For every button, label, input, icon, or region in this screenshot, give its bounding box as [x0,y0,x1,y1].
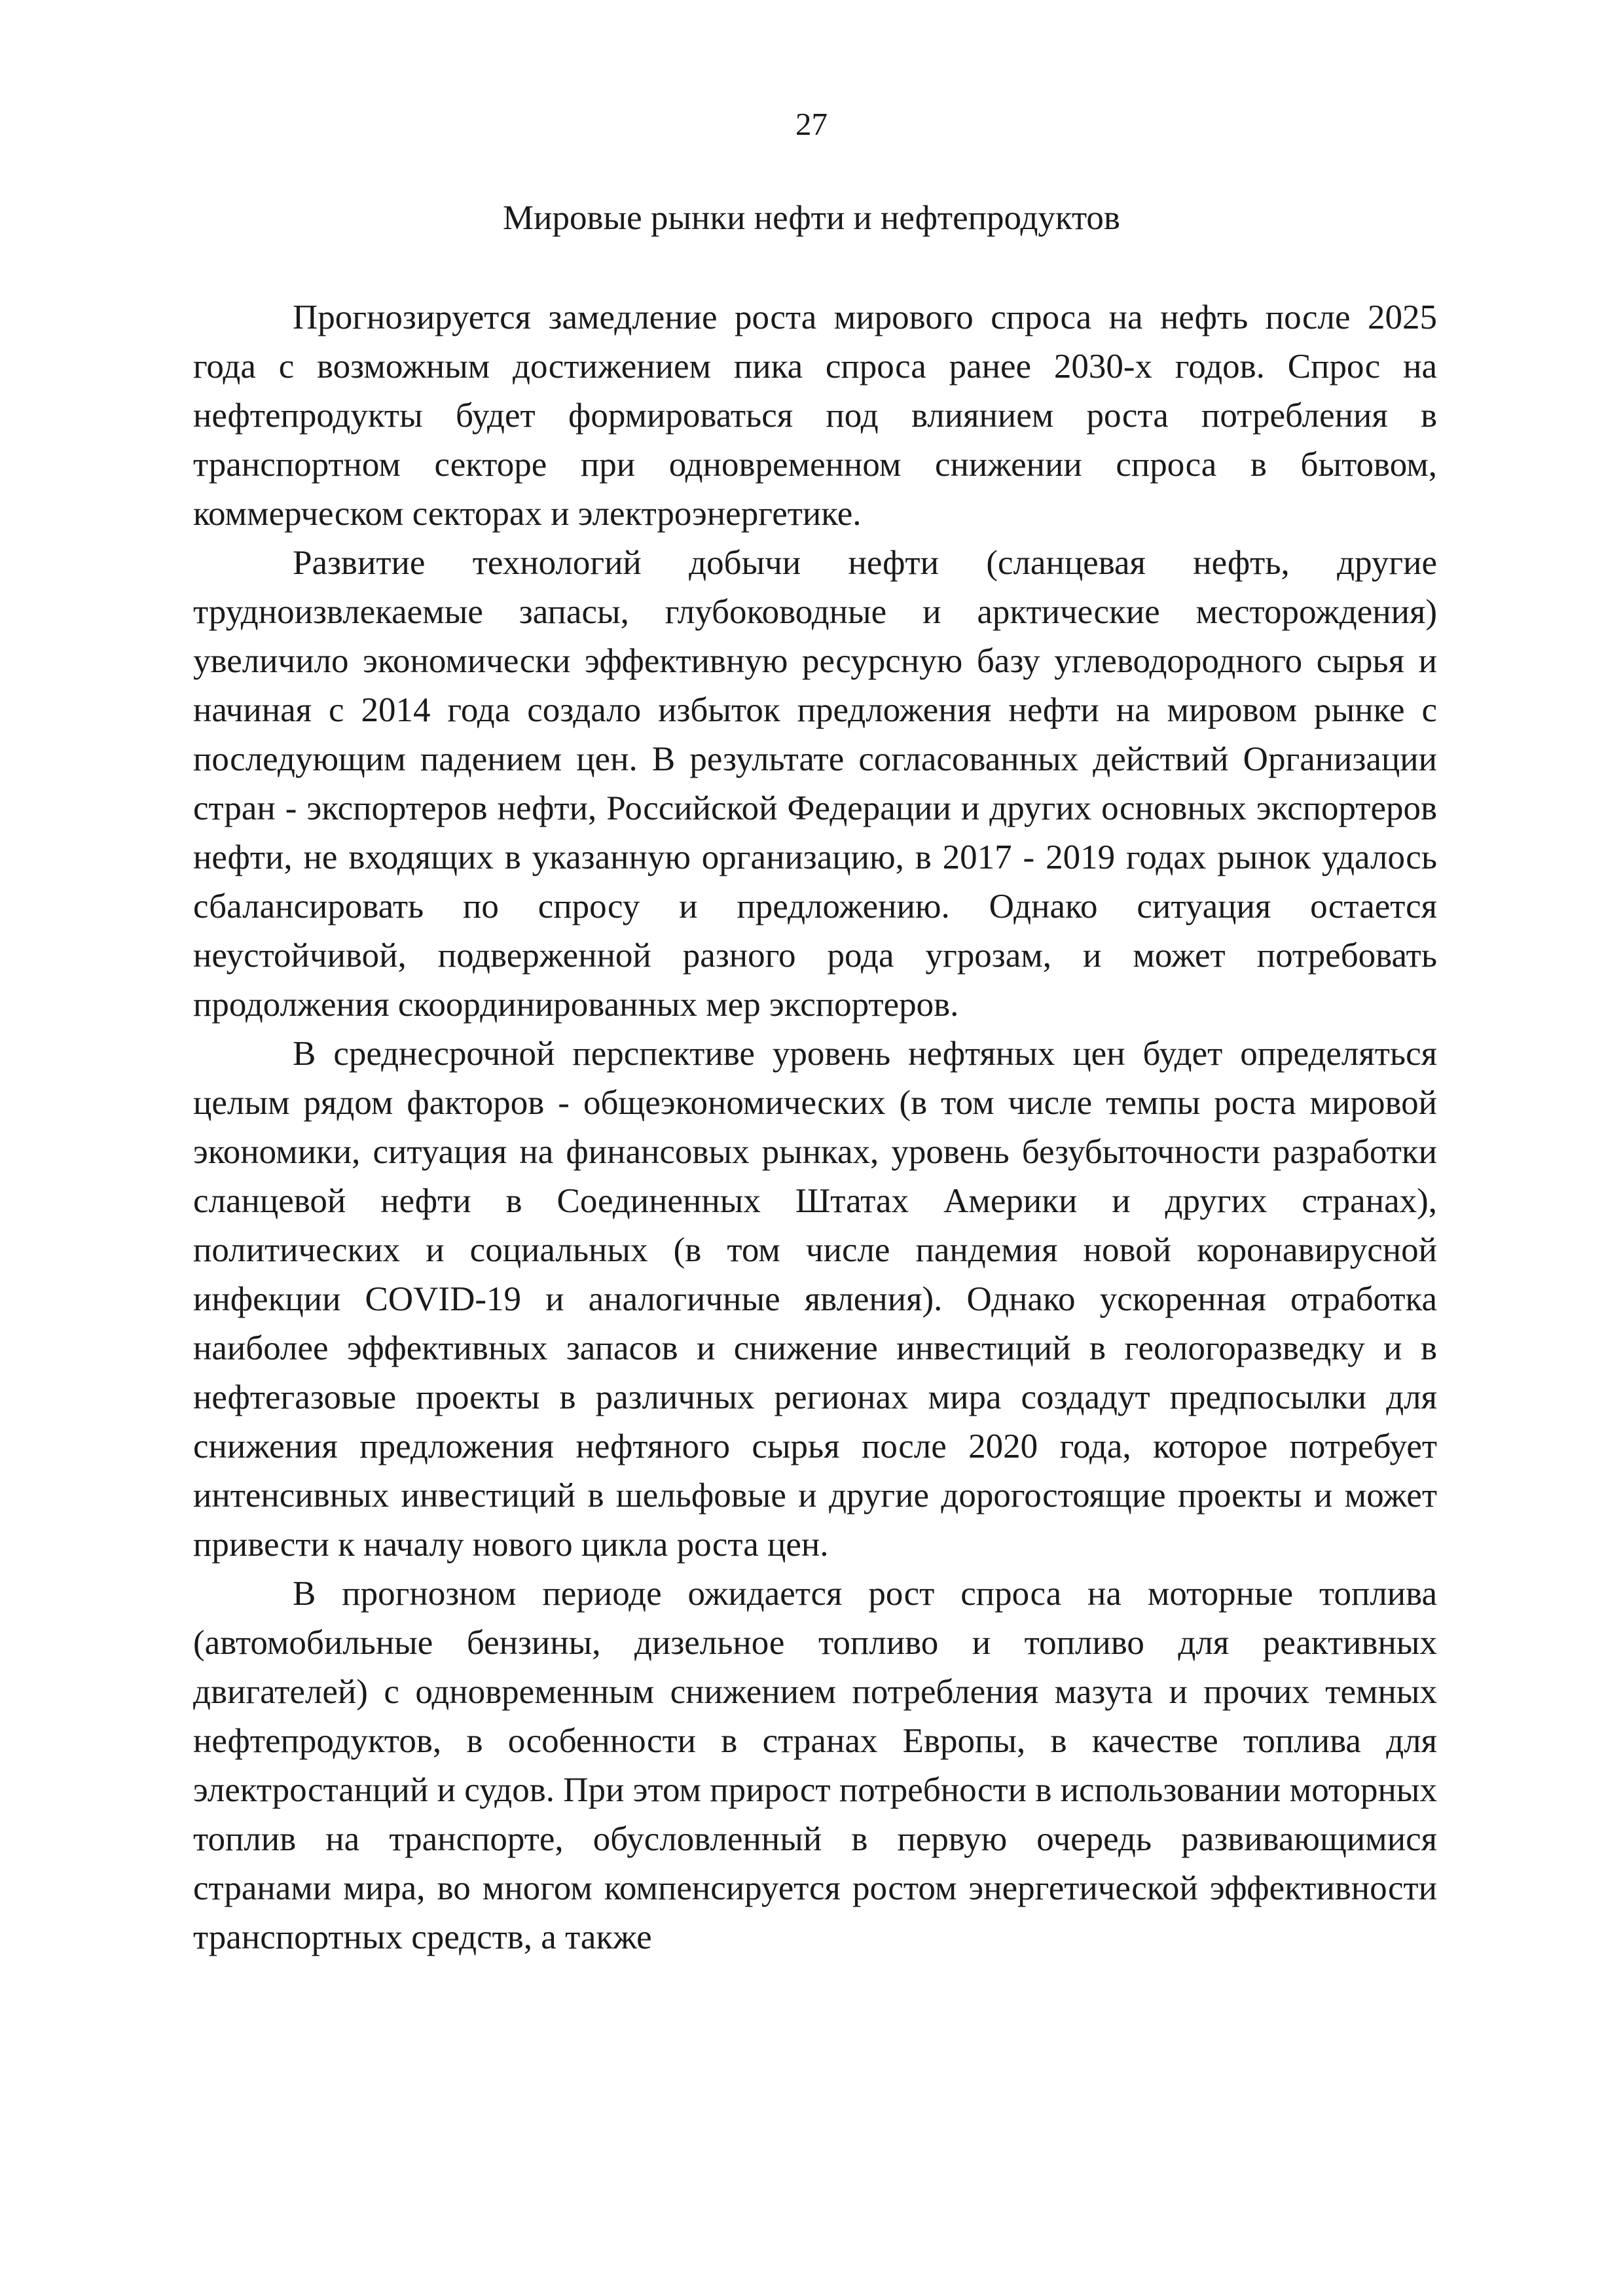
paragraph-demand-forecast: Прогнозируется замедление роста мирового спроса на нефть после 2025 года с возможным достижением пика спроса ранее 2030-х годов. Спрос на нефтепродукты будет формироваться под влиянием роста потребления в транспортном секторе при одновременном снижении спроса в бытовом, коммерческом секторах и электроэнергетике. [193,298,1437,533]
page-number: 27 [795,106,828,142]
paragraph-production-technologies: Развитие технологий добычи нефти (сланцевая нефть, другие трудноизвлекаемые запасы, глубоководные и арктические месторождения) увеличило экономически эффективную ресурсную базу углеводородного сырья и начиная с 2014 года создало избыток предложения нефти на мировом рынке с последующим падением цен. В результате согласованных действий Организации стран - экспортеров нефти, Российской Федерации и других основных экспортеров нефти, не входящих в указанную организацию, в 2017 - 2019 годах рынок удалось сбалансировать по спросу и предложению. Однако ситуация остается неустойчивой, подверженной разного рода угрозам, и может потребовать продолжения скоординированных мер экспортеров. [193,544,1437,1024]
section-title: Мировые рынки нефти и нефтепродуктов [503,199,1120,237]
paragraph-motor-fuels: В прогнозном периоде ожидается рост спроса на моторные топлива (автомобильные бензины, дизельное топливо и топливо для реактивных двигателей) с одновременным снижением потребления мазута и прочих темных нефтепродуктов, в особенности в странах Европы, в качестве топлива для электростанций и судов. При этом прирост потребности в использовании моторных топлив на транспорте, обусловленный в первую очередь развивающимися странами мира, во многом компенсируется ростом энергетической эффективности транспортных средств, а также [193,1575,1437,1956]
body-text [193,293,1437,1962]
paragraph-medium-term-prices: В среднесрочной перспективе уровень нефтяных цен будет определяться целым рядом факторов - общеэкономических (в том числе темпы роста мировой экономики, ситуация на финансовых рынках, уровень безубыточности разработки сланцевой нефти в Соединенных Штатах Америки и других странах), политических и социальных (в том числе пандемия новой коронавирусной инфекции COVID-19 и аналогичные явления). Однако ускоренная отработка наиболее эффективных запасов и снижение инвестиций в геологоразведку и в нефтегазовые проекты в различных регионах мира создадут предпосылки для снижения предложения нефтяного сырья после 2020 года, которое потребует интенсивных инвестиций в шельфовые и другие дорогостоящие проекты и может привести к началу нового цикла роста цен. [193,1035,1437,1564]
